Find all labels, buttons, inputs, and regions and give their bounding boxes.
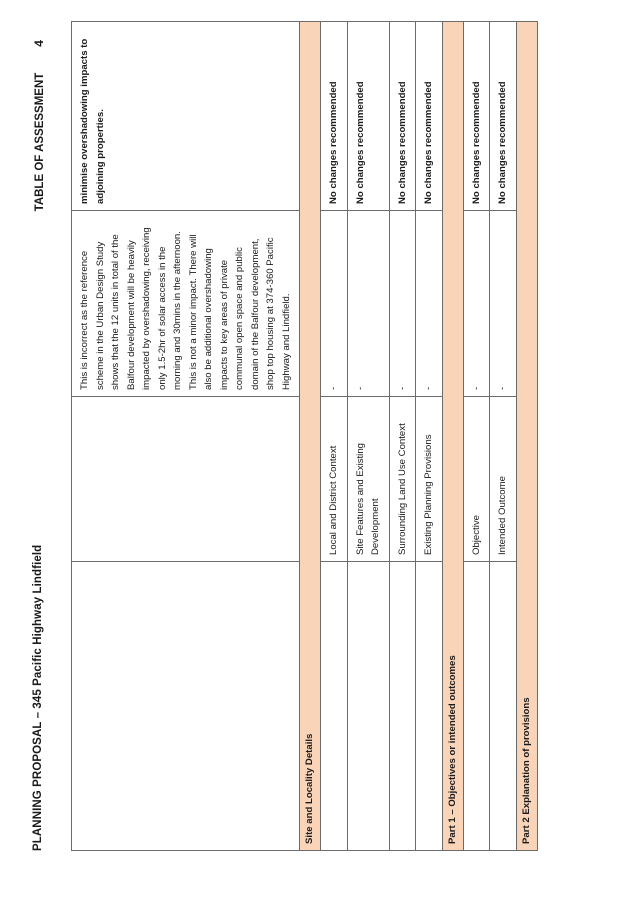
recommendation-cell: No changes recommended [463, 22, 490, 211]
recommendation-cell: No changes recommended [321, 22, 348, 211]
assessment-table [71, 21, 538, 851]
recommendation-cell: No changes recommended [347, 22, 389, 211]
comment-cell: - [321, 211, 348, 397]
page-number: 4 [32, 40, 46, 47]
table-row [321, 22, 348, 851]
table-row [72, 22, 300, 851]
item-cell: Site Features and Existing Development [347, 397, 389, 562]
empty-cell [72, 397, 300, 562]
item-cell: Intended Outcome [490, 397, 517, 562]
table-row [416, 22, 443, 851]
recommendation-cell: minimise overshadowing impacts to adjoining properties. [72, 22, 300, 211]
table-row [490, 22, 517, 851]
recommendation-cell: No changes recommended [389, 22, 416, 211]
section-heading [32, 40, 46, 211]
section-title: Site and Locality Details [300, 22, 321, 851]
table-of-assessment-label: TABLE OF ASSESSMENT [34, 72, 46, 212]
section-header-row [300, 22, 321, 851]
empty-cell [72, 562, 300, 851]
empty-cell [416, 562, 443, 851]
recommendation-cell: No changes recommended [416, 22, 443, 211]
table-row [389, 22, 416, 851]
comment-cell: - [463, 211, 490, 397]
item-cell: Objective [463, 397, 490, 562]
empty-cell [463, 562, 490, 851]
empty-cell [490, 562, 517, 851]
comment-cell: - [347, 211, 389, 397]
section-header-row [516, 22, 537, 851]
comment-cell: - [490, 211, 517, 397]
item-cell: Local and District Context [321, 397, 348, 562]
item-cell: Existing Planning Provisions [416, 397, 443, 562]
empty-cell [321, 562, 348, 851]
comment-cell: - [389, 211, 416, 397]
section-title: Part 2 Explanation of provisions [516, 22, 537, 851]
section-title: Part 1 – Objectives or intended outcomes [442, 22, 463, 851]
section-header-row [442, 22, 463, 851]
empty-cell [347, 562, 389, 851]
item-cell: Surrounding Land Use Context [389, 397, 416, 562]
document-title: PLANNING PROPOSAL – 345 Pacific Highway Lindfield [32, 544, 44, 851]
recommendation-cell: No changes recommended [490, 22, 517, 211]
table-row [463, 22, 490, 851]
empty-cell [389, 562, 416, 851]
comment-cell: - [416, 211, 443, 397]
comment-cell: This is incorrect as the reference scheme in the Urban Design Study shows that the 12 units in total of the Balfour development will be heavily impacted by overshadowing, receiving only 1.5-2hr of solar access in the morning and 30mins in the afternoon. This is not a minor impact. There will also be additional overshadowing impacts to key areas of private communal open space and public domain of the Balfour development, shop top housing at 374-360 Pacific Highway and Lindfield. [72, 211, 300, 397]
table-row [347, 22, 389, 851]
